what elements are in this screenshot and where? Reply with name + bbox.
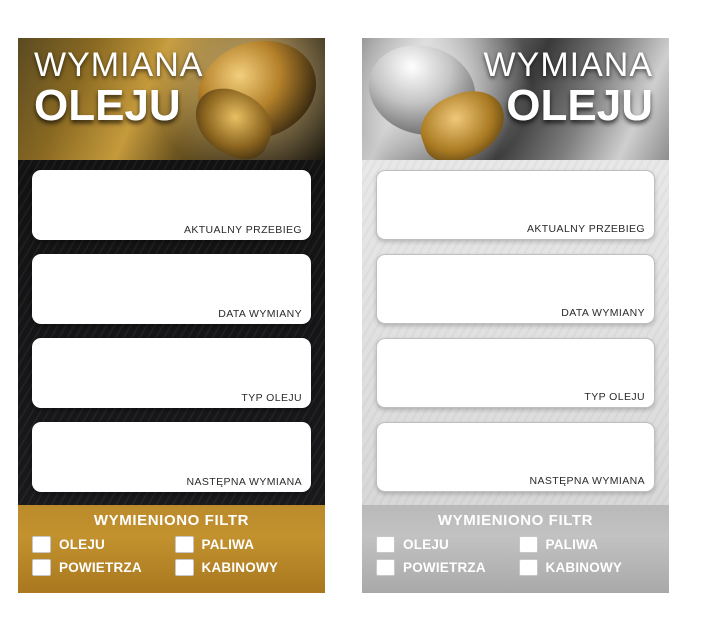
field-aktualny-przebieg[interactable] bbox=[376, 170, 655, 240]
field-input-aktualny-przebieg[interactable] bbox=[383, 175, 648, 225]
checklist-item-kabinowy[interactable] bbox=[519, 559, 656, 576]
field-label-data-wymiany: DATA WYMIANY bbox=[561, 307, 645, 319]
field-list-silver bbox=[376, 170, 655, 506]
checkbox-icon[interactable] bbox=[175, 559, 194, 576]
field-input-typ-oleju[interactable] bbox=[38, 342, 305, 392]
field-label-data-wymiany: DATA WYMIANY bbox=[218, 308, 302, 320]
checkbox-icon[interactable] bbox=[32, 559, 51, 576]
checklist-label-paliwa: PALIWA bbox=[201, 537, 255, 552]
field-nastepna-wymiana[interactable] bbox=[32, 422, 311, 492]
checklist-label-kabinowy: KABINOWY bbox=[545, 560, 623, 575]
checklist-item-powietrza[interactable] bbox=[32, 559, 169, 576]
footer-title: WYMIENIONO FILTR bbox=[437, 512, 594, 529]
checklist-item-paliwa[interactable] bbox=[519, 536, 656, 553]
field-label-nastepna-wymiana: NASTĘPNA WYMIANA bbox=[529, 475, 645, 487]
card-header-gold bbox=[18, 38, 325, 160]
checkbox-icon[interactable] bbox=[519, 536, 538, 553]
field-list-gold bbox=[32, 170, 311, 506]
field-label-nastepna-wymiana: NASTĘPNA WYMIANA bbox=[186, 476, 302, 488]
checkbox-icon[interactable] bbox=[376, 559, 395, 576]
checklist-label-powietrza: POWIETRZA bbox=[403, 560, 486, 575]
title-line-primary: WYMIANA bbox=[34, 46, 204, 84]
field-data-wymiany[interactable] bbox=[32, 254, 311, 324]
field-label-aktualny-przebieg: AKTUALNY PRZEBIEG bbox=[526, 223, 645, 235]
checkbox-icon[interactable] bbox=[175, 536, 194, 553]
field-data-wymiany[interactable] bbox=[376, 254, 655, 324]
title-line-secondary: OLEJU bbox=[506, 81, 653, 130]
field-label-typ-oleju: TYP OLEJU bbox=[241, 392, 302, 404]
field-input-data-wymiany[interactable] bbox=[38, 258, 305, 308]
footer-title: WYMIENIONO FILTR bbox=[93, 512, 250, 529]
field-input-typ-oleju[interactable] bbox=[383, 343, 648, 393]
checklist-label-oleju: OLEJU bbox=[59, 537, 106, 552]
field-typ-oleju[interactable] bbox=[376, 338, 655, 408]
sticker-card-silver bbox=[362, 38, 669, 593]
field-input-aktualny-przebieg[interactable] bbox=[38, 174, 305, 224]
checklist-item-oleju[interactable] bbox=[376, 536, 513, 553]
field-nastepna-wymiana[interactable] bbox=[376, 422, 655, 492]
card-title-gold bbox=[34, 48, 203, 128]
checklist-label-kabinowy: KABINOWY bbox=[201, 560, 279, 575]
field-input-nastepna-wymiana[interactable] bbox=[38, 426, 305, 476]
field-typ-oleju[interactable] bbox=[32, 338, 311, 408]
field-input-data-wymiany[interactable] bbox=[383, 259, 648, 309]
card-title-silver bbox=[484, 48, 653, 128]
checklist-item-oleju[interactable] bbox=[32, 536, 169, 553]
checkbox-icon[interactable] bbox=[376, 536, 395, 553]
card-header-silver bbox=[362, 38, 669, 160]
sticker-card-gold bbox=[18, 38, 325, 593]
checklist-label-paliwa: PALIWA bbox=[545, 537, 599, 552]
checklist-item-kabinowy[interactable] bbox=[175, 559, 312, 576]
checklist-label-oleju: OLEJU bbox=[403, 537, 450, 552]
title-line-primary: WYMIANA bbox=[483, 46, 653, 84]
field-label-aktualny-przebieg: AKTUALNY PRZEBIEG bbox=[183, 224, 302, 236]
card-footer-silver bbox=[362, 505, 669, 593]
card-footer-gold bbox=[18, 505, 325, 593]
card-body-silver bbox=[362, 160, 669, 593]
checkbox-icon[interactable] bbox=[519, 559, 538, 576]
checkbox-icon[interactable] bbox=[32, 536, 51, 553]
field-label-typ-oleju: TYP OLEJU bbox=[584, 391, 645, 403]
filter-checklist bbox=[32, 536, 311, 576]
field-input-nastepna-wymiana[interactable] bbox=[383, 427, 648, 477]
field-aktualny-przebieg[interactable] bbox=[32, 170, 311, 240]
title-line-secondary: OLEJU bbox=[34, 81, 181, 130]
card-body-gold bbox=[18, 160, 325, 593]
checklist-item-paliwa[interactable] bbox=[175, 536, 312, 553]
checklist-label-powietrza: POWIETRZA bbox=[59, 560, 142, 575]
filter-checklist bbox=[376, 536, 655, 576]
checklist-item-powietrza[interactable] bbox=[376, 559, 513, 576]
